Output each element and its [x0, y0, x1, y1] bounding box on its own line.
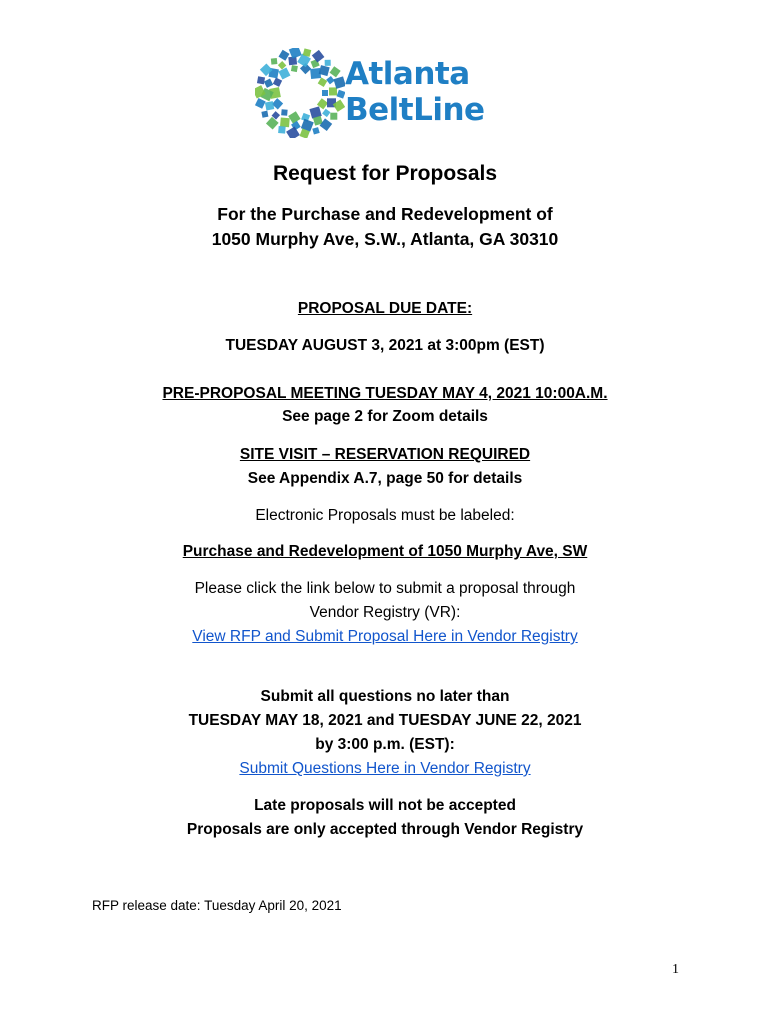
page-number: 1: [672, 962, 679, 977]
release-date: RFP release date: Tuesday April 20, 2021: [92, 898, 342, 913]
subtitle: [0, 202, 770, 252]
submit-instruction-line-2: Vendor Registry (VR):: [309, 604, 461, 621]
logo-square: [288, 111, 300, 123]
logo-square: [330, 66, 341, 77]
late-proposals-notice: Late proposals will not be accepted: [254, 797, 516, 814]
site-visit-heading: SITE VISIT – RESERVATION REQUIRED: [239, 446, 531, 463]
logo-square: [278, 126, 286, 134]
logo-square: [278, 67, 290, 79]
atlanta-beltline-logo: [255, 48, 505, 138]
logo-square: [312, 127, 319, 134]
submit-instruction-line-1: Please click the link below to submit a proposal through: [194, 580, 576, 597]
subtitle-line-1: For the Purchase and Redevelopment of: [217, 204, 553, 224]
logo-square: [273, 78, 282, 87]
logo-square: [265, 101, 274, 110]
page-title: Request for Proposals: [272, 162, 498, 185]
pre-proposal-meeting: PRE-PROPOSAL MEETING TUESDAY MAY 4, 2021 10:00A.M.: [162, 385, 608, 402]
logo-square: [255, 98, 266, 109]
logo-square: [326, 76, 334, 84]
due-date: TUESDAY AUGUST 3, 2021 at 3:00pm (EST): [225, 337, 545, 354]
logo-square: [330, 113, 337, 120]
logo-square: [291, 65, 298, 72]
logo-square: [264, 78, 273, 87]
questions-line-3: by 3:00 p.m. (EST):: [315, 736, 455, 753]
subtitle-line-2: 1050 Murphy Ave, S.W., Atlanta, GA 30310: [211, 229, 559, 249]
logo-square: [337, 90, 345, 99]
submit-proposal-link[interactable]: View RFP and Submit Proposal Here in Vendor Registry: [192, 628, 578, 645]
logo-square: [318, 77, 328, 87]
beltline-ring-icon: [255, 48, 345, 138]
site-visit-note: See Appendix A.7, page 50 for details: [247, 470, 523, 487]
logo-square: [271, 58, 278, 65]
logo-square: [279, 50, 290, 61]
vendor-registry-notice: Proposals are only accepted through Vendor Registry: [186, 821, 584, 838]
logo-square: [329, 87, 337, 95]
due-date-heading: PROPOSAL DUE DATE:: [297, 300, 473, 317]
logo-line-1: Atlanta: [345, 56, 470, 92]
questions-line-1: Submit all questions no later than: [260, 688, 510, 705]
proposal-label: Purchase and Redevelopment of 1050 Murphy Ave, SW: [182, 543, 588, 560]
logo-square: [322, 109, 330, 117]
labeling-intro: Electronic Proposals must be labeled:: [255, 507, 515, 524]
logo-square: [333, 76, 345, 88]
logo-line-2: BeltLine: [345, 92, 485, 128]
logo-square: [325, 60, 331, 66]
logo-square: [322, 90, 328, 96]
logo-square: [280, 118, 290, 128]
logo-square: [257, 76, 265, 84]
zoom-details-note: See page 2 for Zoom details: [282, 408, 488, 425]
logo-square: [261, 111, 268, 118]
questions-line-2: TUESDAY MAY 18, 2021 and TUESDAY JUNE 22, 2021: [188, 712, 582, 729]
logo-square: [281, 109, 288, 116]
submit-questions-link[interactable]: Submit Questions Here in Vendor Registry: [239, 760, 531, 777]
